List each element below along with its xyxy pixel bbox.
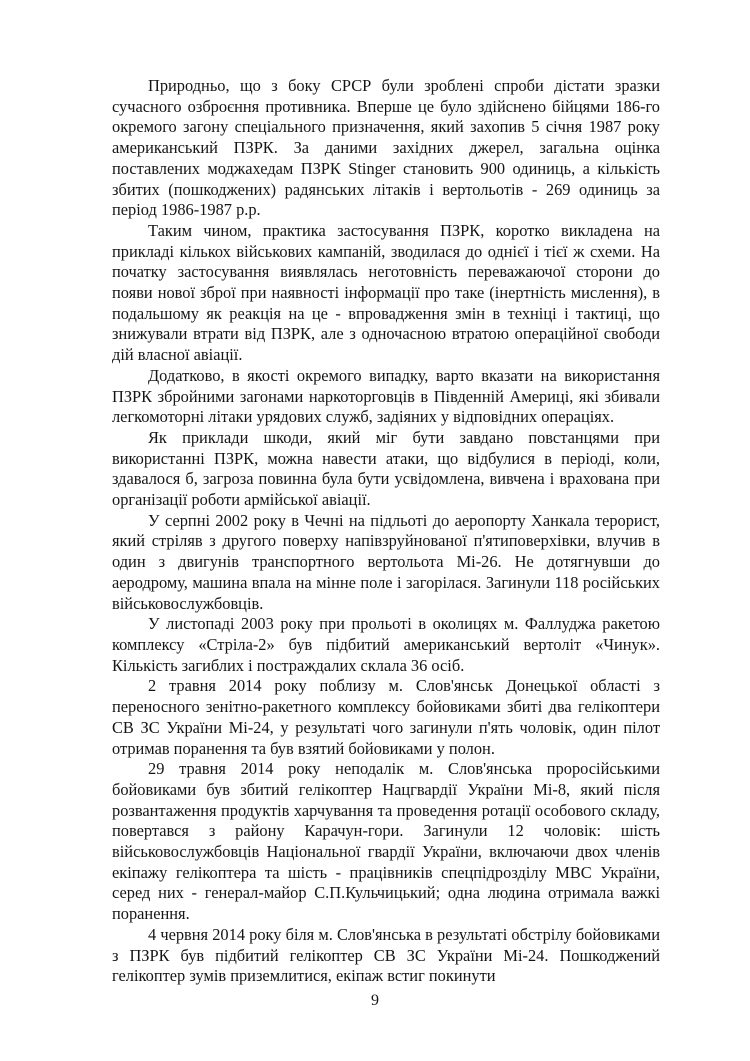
paragraph-7: 2 травня 2014 року поблизу м. Слов'янськ Донецької області з переносного зенітно-ракетного комплексу бойовиками збиті два гелікоптери СВ ЗС України Мі-24, у результаті чого загинули п'ять чоловік, один пілот отримав поранення та був взятий бойовиками у полон. [112,676,660,758]
paragraph-5: У серпні 2002 року в Чечні на підльоті до аеропорту Ханкала терорист, який стріляв з другого поверху напівзруйнованої п'ятиповерхівки, влучив в один з двигунів транспортного вертольота Мі-26. Не дотягнувши до аеродрому, машина впала на мінне поле і загорілася. Загинули 118 російських військовослужбовців. [112,510,660,613]
paragraph-8: 29 травня 2014 року неподалік м. Слов'янська проросійськими бойовиками був збитий гелікоптер Нацгвардії України Мі-8, який після розвантаження продуктів харчування та проведення ротації особового складу, повертався з району Карачун-гори. Загинули 12 чоловік: шість військовослужбовців Національної гвардії України, включаючи двох членів екіпажу гелікоптера та шість - працівників спецпідрозділу МВС України, серед них - генерал-майор С.П.Кульчицький; одна людина отримала важкі поранення. [112,759,660,924]
paragraph-6: У листопаді 2003 року при прольоті в околицях м. Фаллуджа ракетою комплексу «Стріла-2» був підбитий американський вертоліт «Чинук». Кількість загиблих і постраждалих склала 36 осіб. [112,614,660,675]
paragraph-9: 4 червня 2014 року біля м. Слов'янська в результаті обстрілу бойовиками з ПЗРК був підбитий гелікоптер СВ ЗС України Мі-24. Пошкоджений гелікоптер зумів приземлитися, екіпаж встиг покинути [112,924,660,986]
body-text [112,76,660,987]
paragraph-2: Таким чином, практика застосування ПЗРК, коротко викладена на прикладі кількох військових кампаній, зводилася до однієї і тієї ж схеми. На початку застосування виявлялась неготовність переважаючої сторони до появи нової зброї при наявності інформації про таке (інертність мислення), в подальшому як реакція на це - впровадження змін в техніці і тактиці, що знижували втрати від ПЗРК, але з одночасною втратою операційної свободи дій власної авіації. [112,220,660,365]
paragraph-1: Природньо, що з боку СРСР були зроблені спроби дістати зразки сучасного озброєння противника. Вперше це було здійснено бійцями 186-го окремого загону спеціального призначення, який захопив 5 січня 1987 року американський ПЗРК. За даними західних джерел, загальна оцінка поставлених моджахедам ПЗРК Stinger становить 900 одиниць, а кількість збитих (пошкоджених) радянських літаків і вертольотів - 269 одиниць за період 1986-1987 р.р. [112,76,660,220]
paragraph-4: Як приклади шкоди, який міг бути завдано повстанцями при використанні ПЗРК, можна навести атаки, що відбулися в періоді, коли, здавалося б, загроза повинна була бути усвідомлена, вивчена і врахована при організації роботи армійської авіації. [112,427,660,510]
page-number: 9 [371,992,379,1009]
paragraph-3: Додатково, в якості окремого випадку, варто вказати на використання ПЗРК збройними загонами наркоторговців в Південній Америці, які збивали легкомоторні літаки урядових служб, задіяних у відповідних операціях. [112,365,660,427]
